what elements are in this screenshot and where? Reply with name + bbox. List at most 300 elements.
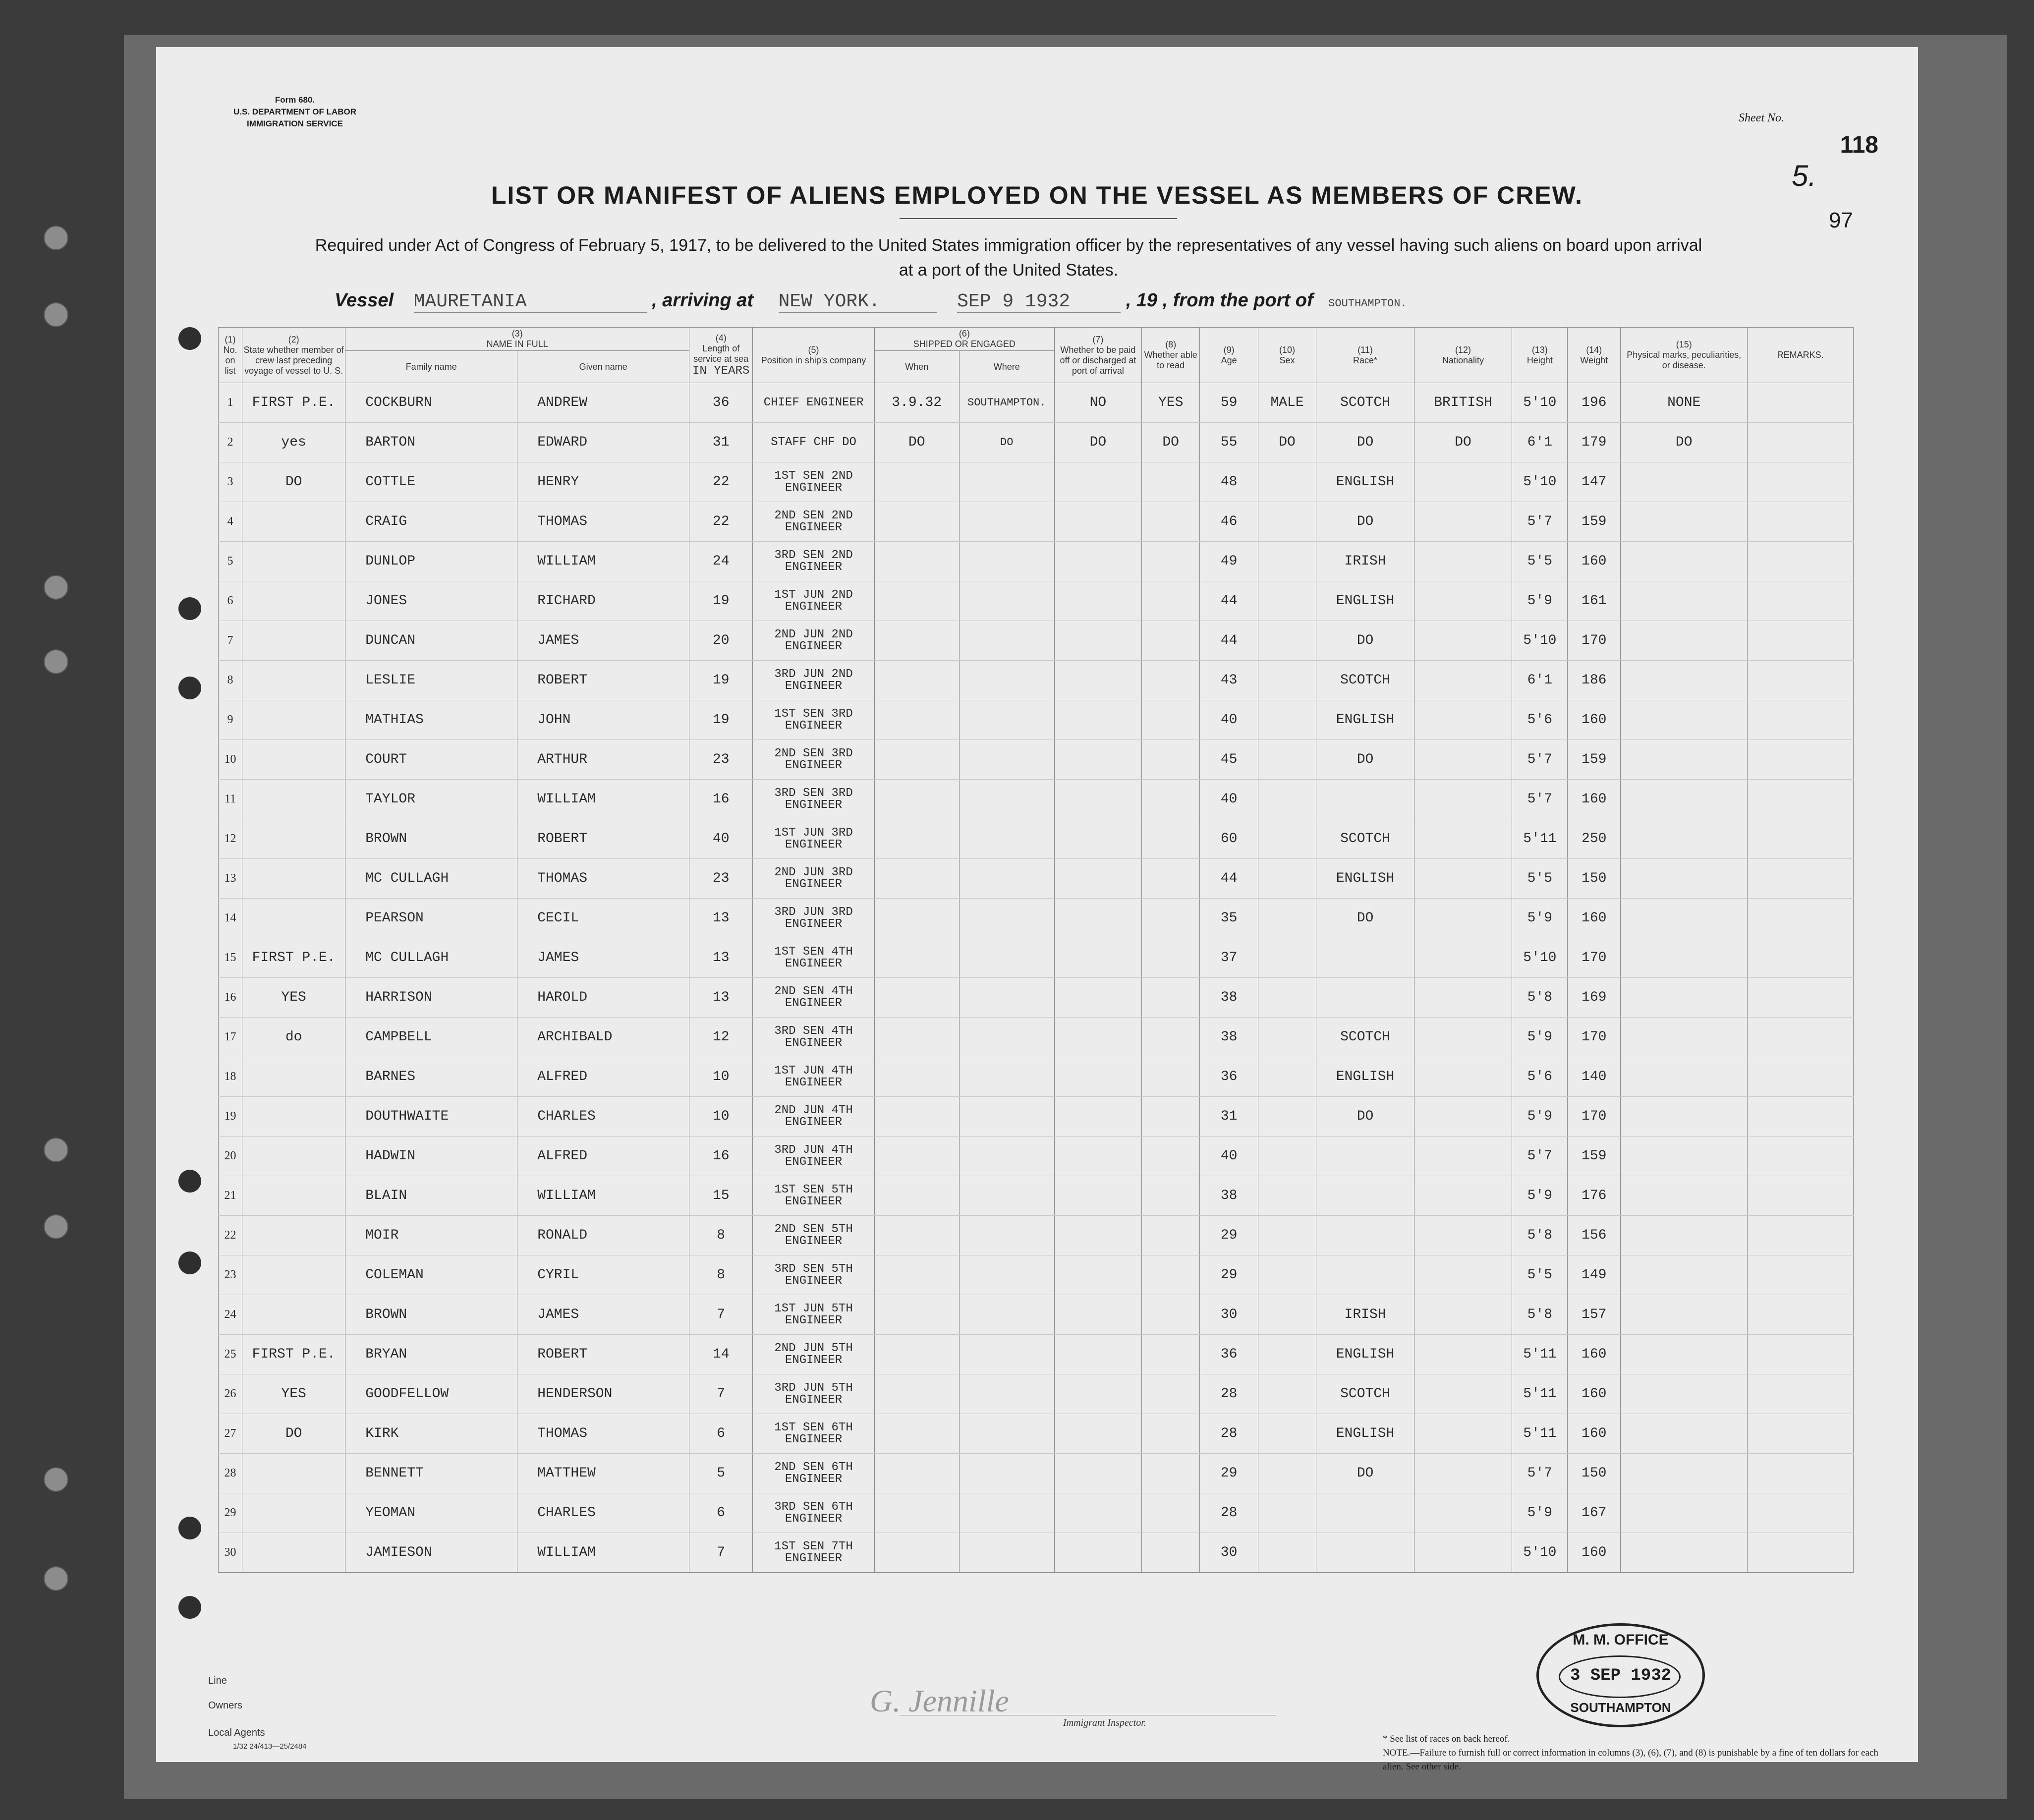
row-race [1316,1137,1414,1176]
row-number: 8 [219,661,242,700]
table-row [219,1057,1854,1097]
col-shipped-num: (6) [959,329,970,339]
row-remarks [1748,700,1854,740]
row-nationality: DO [1414,423,1512,462]
row-sex [1258,1097,1316,1137]
row-number: 13 [219,859,242,899]
row-paid-off [1054,581,1141,621]
row-where [959,1057,1054,1097]
row-age: 35 [1200,899,1258,938]
row-when [874,542,959,581]
row-race: ENGLISH [1316,1335,1414,1374]
row-where [959,700,1054,740]
row-sex [1258,978,1316,1018]
row-marks [1621,621,1748,661]
row-state: FIRST P.E. [242,938,345,978]
table-row [219,700,1854,740]
row-given-name: WILLIAM [517,1176,689,1216]
row-number: 23 [219,1255,242,1295]
row-years: 31 [689,423,753,462]
row-family-name: LESLIE [345,661,517,700]
row-number: 17 [219,1018,242,1057]
row-years: 13 [689,899,753,938]
row-when [874,978,959,1018]
row-nationality [1414,819,1512,859]
row-given-name: THOMAS [517,859,689,899]
row-paid-off [1054,621,1141,661]
row-age: 29 [1200,1454,1258,1493]
row-state: YES [242,1374,345,1414]
row-position: 1ST SEN 7TH ENGINEER [753,1533,875,1573]
row-state: FIRST P.E. [242,1335,345,1374]
row-marks [1621,542,1748,581]
row-weight: 147 [1568,462,1621,502]
row-age: 30 [1200,1533,1258,1573]
row-given-name: RICHARD [517,581,689,621]
row-position: 3RD JUN 5TH ENGINEER [753,1374,875,1414]
row-marks [1621,502,1748,542]
punch-hole [178,677,201,699]
row-age: 44 [1200,621,1258,661]
row-race: ENGLISH [1316,859,1414,899]
row-age: 60 [1200,819,1258,859]
row-remarks [1748,1176,1854,1216]
col-name-num: (3) [511,329,523,339]
col-height-num: (13) [1531,344,1548,355]
col-age-header [1200,328,1258,383]
row-given-name: ANDREW [517,383,689,423]
row-nationality [1414,899,1512,938]
row-where [959,899,1054,938]
row-age: 28 [1200,1493,1258,1533]
row-read [1141,1216,1199,1255]
row-read [1141,581,1199,621]
row-read [1141,621,1199,661]
table-row [219,581,1854,621]
row-sex [1258,780,1316,819]
row-race [1316,1216,1414,1255]
row-state: yes [242,423,345,462]
row-weight: 160 [1568,1533,1621,1573]
row-family-name: PEARSON [345,899,517,938]
row-paid-off [1054,1454,1141,1493]
row-weight: 186 [1568,661,1621,700]
vessel-line [335,290,1636,313]
row-race: SCOTCH [1316,661,1414,700]
row-where [959,1137,1054,1176]
table-row [219,661,1854,700]
row-given-name: THOMAS [517,1414,689,1454]
footer-owners-label: Owners [208,1700,242,1711]
row-sex [1258,661,1316,700]
col-race-label: Race* [1353,355,1378,365]
row-read [1141,1493,1199,1533]
row-read [1141,819,1199,859]
col-marks-header [1621,328,1748,383]
row-age: 37 [1200,938,1258,978]
row-where [959,621,1054,661]
row-paid-off [1054,1374,1141,1414]
row-paid-off [1054,1176,1141,1216]
row-position: 1ST SEN 3RD ENGINEER [753,700,875,740]
col-read-header [1141,328,1199,383]
row-age: 38 [1200,978,1258,1018]
row-remarks [1748,1255,1854,1295]
row-state [242,1493,345,1533]
row-when [874,1057,959,1097]
table-row [219,542,1854,581]
row-race: ENGLISH [1316,462,1414,502]
row-height: 5'8 [1512,1216,1568,1255]
margin-sheet-number: 5. [1792,159,1817,192]
col-no-header [219,328,242,383]
row-position: 3RD SEN 6TH ENGINEER [753,1493,875,1533]
row-family-name: BARTON [345,423,517,462]
row-family-name: DUNLOP [345,542,517,581]
row-when [874,938,959,978]
row-paid-off [1054,1493,1141,1533]
row-when [874,740,959,780]
row-position: STAFF CHF DO [753,423,875,462]
row-height: 5'6 [1512,1057,1568,1097]
row-read [1141,1533,1199,1573]
row-race: DO [1316,621,1414,661]
row-given-name: ARCHIBALD [517,1018,689,1057]
row-weight: 160 [1568,899,1621,938]
row-race: DO [1316,423,1414,462]
punch-hole [44,1214,68,1239]
row-nationality: BRITISH [1414,383,1512,423]
row-years: 19 [689,661,753,700]
row-height: 5'10 [1512,938,1568,978]
row-marks: DO [1621,423,1748,462]
punch-hole [178,1251,201,1274]
row-years: 20 [689,621,753,661]
row-read [1141,899,1199,938]
row-position: 1ST JUN 4TH ENGINEER [753,1057,875,1097]
row-family-name: COURT [345,740,517,780]
row-weight: 170 [1568,1097,1621,1137]
col-weight-num: (14) [1586,344,1602,355]
row-where [959,978,1054,1018]
row-state [242,581,345,621]
page-title: LIST OR MANIFEST OF ALIENS EMPLOYED ON THE VESSEL AS MEMBERS OF CREW. [491,181,1583,209]
row-state [242,1097,345,1137]
row-remarks [1748,1216,1854,1255]
table-row [219,1097,1854,1137]
row-height: 5'10 [1512,1533,1568,1573]
row-age: 40 [1200,700,1258,740]
row-weight: 160 [1568,1414,1621,1454]
row-where [959,1335,1054,1374]
row-given-name: HENRY [517,462,689,502]
col-shipped-label: SHIPPED OR ENGAGED [913,339,1016,349]
row-weight: 140 [1568,1057,1621,1097]
row-nationality [1414,1176,1512,1216]
row-years: 8 [689,1255,753,1295]
row-weight: 150 [1568,1454,1621,1493]
row-given-name: ARTHUR [517,740,689,780]
row-number: 1 [219,383,242,423]
row-paid-off [1054,1018,1141,1057]
row-position: 2ND JUN 5TH ENGINEER [753,1335,875,1374]
row-when: 3.9.32 [874,383,959,423]
row-nationality [1414,1335,1512,1374]
row-family-name: HADWIN [345,1137,517,1176]
row-paid-off [1054,1137,1141,1176]
row-years: 7 [689,1374,753,1414]
row-nationality [1414,502,1512,542]
row-height: 5'7 [1512,1454,1568,1493]
row-family-name: MOIR [345,1216,517,1255]
row-age: 40 [1200,1137,1258,1176]
row-family-name: YEOMAN [345,1493,517,1533]
row-sex [1258,621,1316,661]
row-where [959,581,1054,621]
row-number: 20 [219,1137,242,1176]
department: U.S. DEPARTMENT OF LABOR [233,107,357,116]
row-state [242,1255,345,1295]
row-remarks [1748,621,1854,661]
row-marks: NONE [1621,383,1748,423]
row-sex [1258,1018,1316,1057]
row-nationality [1414,1216,1512,1255]
table-row [219,383,1854,423]
row-age: 28 [1200,1374,1258,1414]
row-remarks [1748,899,1854,938]
col-position-header [753,328,875,383]
row-years: 12 [689,1018,753,1057]
row-when [874,899,959,938]
punch-hole [178,1517,201,1539]
row-position: 2ND SEN 5TH ENGINEER [753,1216,875,1255]
row-weight: 176 [1568,1176,1621,1216]
row-paid-off [1054,859,1141,899]
row-height: 5'9 [1512,1176,1568,1216]
sheet-number-label: Sheet No. [1739,112,1784,124]
row-age: 29 [1200,1255,1258,1295]
row-where [959,938,1054,978]
row-weight: 149 [1568,1255,1621,1295]
row-paid-off [1054,740,1141,780]
col-length-label: Length of service at sea [693,343,749,364]
row-number: 28 [219,1454,242,1493]
row-given-name: WILLIAM [517,1533,689,1573]
row-sex: MALE [1258,383,1316,423]
row-nationality [1414,1374,1512,1414]
row-marks [1621,1176,1748,1216]
row-number: 30 [219,1533,242,1573]
row-years: 13 [689,978,753,1018]
row-years: 7 [689,1295,753,1335]
table-row [219,462,1854,502]
row-state [242,542,345,581]
page-subtitle: Required under Act of Congress of February 5, 1917, to be delivered to the United States immigration officer by the representatives of any vessel having such aliens on board upon arrival at a port of the United States. [315,236,1702,280]
row-given-name: HAROLD [517,978,689,1018]
row-position: 2ND SEN 2ND ENGINEER [753,502,875,542]
row-given-name: JAMES [517,1295,689,1335]
table-row [219,859,1854,899]
row-remarks [1748,1374,1854,1414]
row-state [242,780,345,819]
row-weight: 170 [1568,1018,1621,1057]
row-where [959,661,1054,700]
col-nationality-num: (12) [1455,344,1471,355]
row-where: DO [959,423,1054,462]
row-height: 5'10 [1512,621,1568,661]
row-height: 5'7 [1512,1137,1568,1176]
row-years: 6 [689,1493,753,1533]
row-age: 30 [1200,1295,1258,1335]
row-given-name: CYRIL [517,1255,689,1295]
row-marks [1621,1216,1748,1255]
from-port-label: , from the port of [1162,290,1313,311]
row-read [1141,1018,1199,1057]
row-where [959,1454,1054,1493]
row-state [242,1295,345,1335]
table-row [219,502,1854,542]
row-read [1141,978,1199,1018]
row-years: 19 [689,581,753,621]
row-height: 5'7 [1512,780,1568,819]
footer-print-code: 1/32 24/413—25/2484 [233,1742,307,1751]
row-height: 6'1 [1512,661,1568,700]
row-remarks [1748,1414,1854,1454]
departure-port: SOUTHAMPTON. [1328,297,1636,310]
punch-hole [44,1566,68,1591]
table-row [219,1216,1854,1255]
table-row [219,1137,1854,1176]
row-height: 5'10 [1512,383,1568,423]
row-given-name: MATTHEW [517,1454,689,1493]
row-race: ENGLISH [1316,581,1414,621]
row-age: 36 [1200,1057,1258,1097]
row-race: DO [1316,899,1414,938]
row-nationality [1414,581,1512,621]
row-age: 44 [1200,581,1258,621]
row-state [242,502,345,542]
row-years: 40 [689,819,753,859]
row-weight: 160 [1568,1374,1621,1414]
punch-hole [44,302,68,327]
row-sex [1258,502,1316,542]
row-paid-off [1054,462,1141,502]
row-race: ENGLISH [1316,1414,1414,1454]
row-nationality [1414,621,1512,661]
row-race: DO [1316,1097,1414,1137]
row-where [959,1176,1054,1216]
row-marks [1621,978,1748,1018]
col-remarks-header [1748,328,1854,383]
punch-hole [178,327,201,350]
row-race: DO [1316,740,1414,780]
row-sex [1258,1176,1316,1216]
row-race: IRISH [1316,1295,1414,1335]
row-number: 2 [219,423,242,462]
row-when [874,700,959,740]
table-row [219,780,1854,819]
row-age: 40 [1200,780,1258,819]
row-age: 59 [1200,383,1258,423]
row-sex [1258,1295,1316,1335]
table-row [219,423,1854,462]
row-marks [1621,899,1748,938]
row-years: 6 [689,1414,753,1454]
row-position: 2ND JUN 4TH ENGINEER [753,1097,875,1137]
row-paid-off [1054,819,1141,859]
row-sex [1258,1255,1316,1295]
row-when [874,819,959,859]
row-number: 6 [219,581,242,621]
row-read: YES [1141,383,1199,423]
row-when [874,1335,959,1374]
row-number: 15 [219,938,242,978]
row-where [959,1493,1054,1533]
row-race: SCOTCH [1316,383,1414,423]
inspector-signature: G. Jennille [870,1683,1009,1718]
punch-hole [44,226,68,250]
row-race: DO [1316,502,1414,542]
row-age: 43 [1200,661,1258,700]
row-position: 1ST SEN 4TH ENGINEER [753,938,875,978]
row-marks [1621,1493,1748,1533]
row-remarks [1748,938,1854,978]
row-when [874,1493,959,1533]
seal-top-text: M. M. OFFICE [1573,1632,1669,1648]
col-sex-num: (10) [1279,344,1296,355]
arrival-date: SEP 9 1932 [957,291,1121,313]
row-given-name: EDWARD [517,423,689,462]
row-where [959,1414,1054,1454]
row-family-name: DOUTHWAITE [345,1097,517,1137]
col-paid-num: (7) [1092,334,1104,344]
margin-number-top: 118 [1840,132,1878,158]
row-remarks [1748,502,1854,542]
row-height: 5'5 [1512,859,1568,899]
row-years: 13 [689,938,753,978]
row-nationality [1414,1454,1512,1493]
row-state: FIRST P.E. [242,383,345,423]
note-penalty: NOTE.—Failure to furnish full or correct information in columns (3), (6), (7), and (8) is punishable by a fine of ten dollars for each alien. See other side. [1383,1748,1878,1772]
row-number: 14 [219,899,242,938]
row-remarks [1748,978,1854,1018]
col-read-num: (8) [1165,340,1177,349]
col-name-header [345,328,689,351]
row-when [874,621,959,661]
row-family-name: HARRISON [345,978,517,1018]
row-paid-off [1054,1057,1141,1097]
row-height: 5'8 [1512,1295,1568,1335]
row-number: 18 [219,1057,242,1097]
row-state: DO [242,462,345,502]
row-nationality [1414,780,1512,819]
row-read [1141,1454,1199,1493]
seal-date: 3 SEP 1932 [1570,1666,1672,1685]
row-given-name: ALFRED [517,1057,689,1097]
row-marks [1621,1533,1748,1573]
margin-page-number: 97 [1829,208,1853,232]
row-height: 5'9 [1512,1493,1568,1533]
col-remarks-label: REMARKS. [1777,350,1824,360]
row-family-name: DUNCAN [345,621,517,661]
row-family-name: CRAIG [345,502,517,542]
row-nationality [1414,462,1512,502]
row-number: 22 [219,1216,242,1255]
row-height: 5'5 [1512,1255,1568,1295]
row-years: 10 [689,1057,753,1097]
row-state [242,1454,345,1493]
row-paid-off [1054,1533,1141,1573]
